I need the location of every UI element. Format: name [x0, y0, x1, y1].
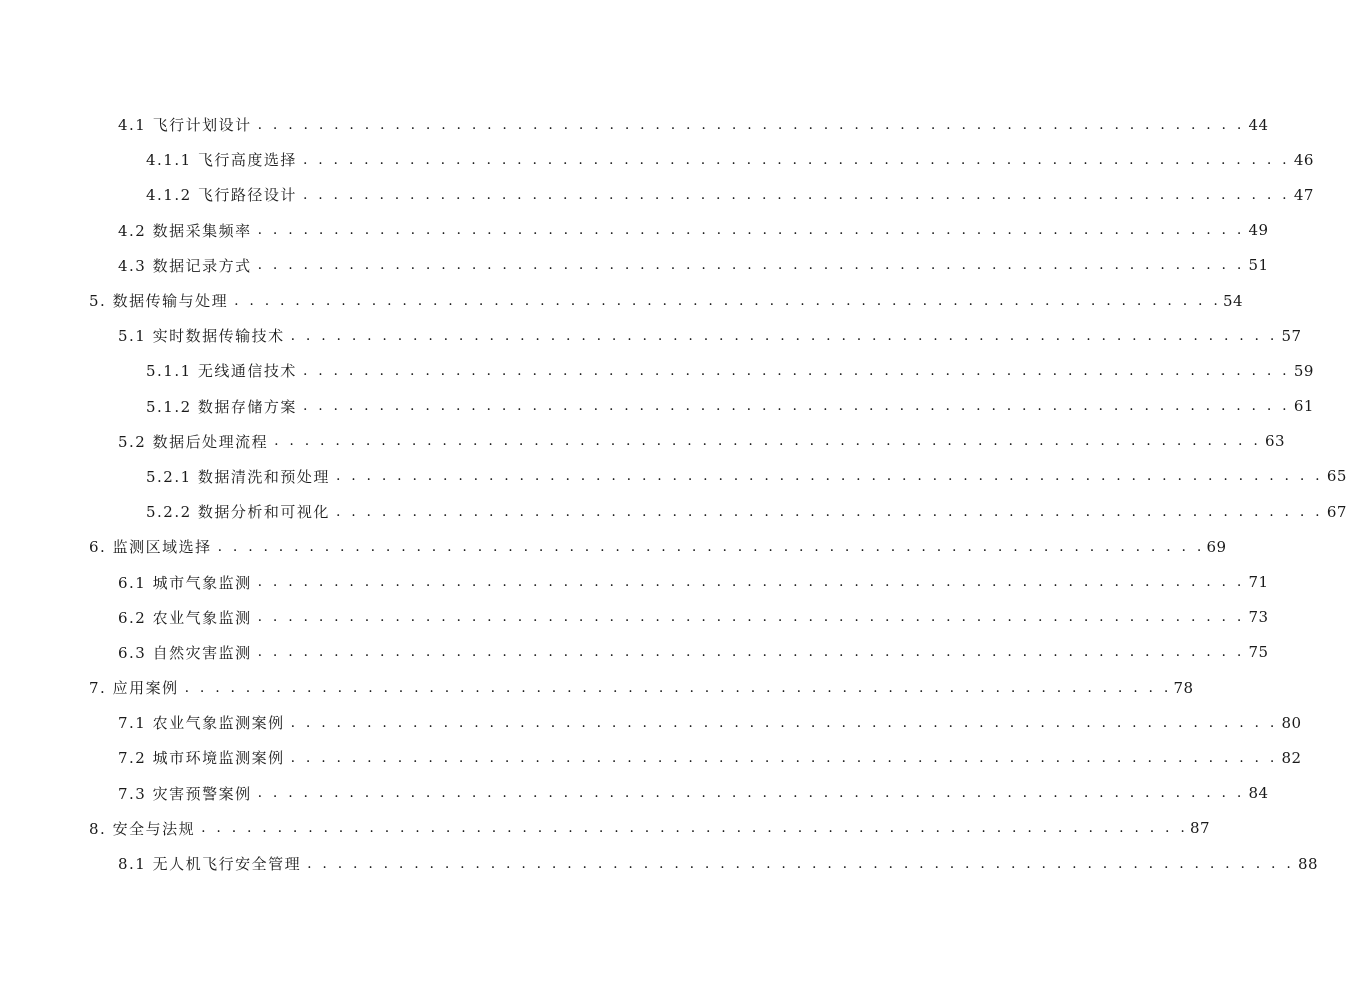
dot-leader: . . . . . . . . . . . . . . . . . . . . . . . . . . . . . . . . . . . . . . . . . . . . . . . . . . . . . . . . . . . . . . . . . — [257, 785, 1245, 802]
toc-entry-page-number: 59 — [1293, 361, 1314, 380]
toc-entry-page-number: 63 — [1265, 432, 1286, 451]
dot-leader: . . . . . . . . . . . . . . . . . . . . . . . . . . . . . . . . . . . . . . . . . . . . . . . . . . . . . . . . . . . . . . . . . — [290, 714, 1278, 731]
dot-leader: . . . . . . . . . . . . . . . . . . . . . . . . . . . . . . . . . . . . . . . . . . . . . . . . . . . . . . . . . . . . . . . . . — [302, 362, 1290, 379]
toc-entry-page-number: 88 — [1298, 854, 1319, 873]
toc-entry-title: 6.3 自然灾害监测 — [118, 643, 252, 662]
toc-entry-page-number: 46 — [1293, 150, 1314, 169]
toc-entry-page-number: 49 — [1248, 221, 1269, 240]
toc-entry-page-number: 80 — [1281, 713, 1302, 732]
dot-leader: . . . . . . . . . . . . . . . . . . . . . . . . . . . . . . . . . . . . . . . . . . . . . . . . . . . . . . . . . . . . . . . . . — [302, 151, 1290, 168]
table-of-contents — [0, 107, 1347, 881]
toc-entry[interactable] — [0, 283, 1244, 318]
dot-leader: . . . . . . . . . . . . . . . . . . . . . . . . . . . . . . . . . . . . . . . . . . . . . . . . . . . . . . . . . . . . . . . . . — [302, 398, 1290, 415]
toc-entry[interactable] — [0, 248, 1269, 283]
toc-entry[interactable] — [0, 635, 1269, 670]
toc-entry[interactable] — [0, 529, 1227, 564]
dot-leader: . . . . . . . . . . . . . . . . . . . . . . . . . . . . . . . . . . . . . . . . . . . . . . . . . . . . . . . . . . . . . . . . . — [290, 749, 1278, 766]
toc-entry-title: 7. 应用案例 — [89, 679, 179, 698]
toc-entry-page-number: 75 — [1248, 643, 1269, 662]
dot-leader: . . . . . . . . . . . . . . . . . . . . . . . . . . . . . . . . . . . . . . . . . . . . . . . . . . . . . . . . . . . . . . . . . — [257, 609, 1245, 626]
toc-entry[interactable] — [0, 142, 1314, 177]
dot-leader: . . . . . . . . . . . . . . . . . . . . . . . . . . . . . . . . . . . . . . . . . . . . . . . . . . . . . . . . . . . . . . . . . — [302, 186, 1290, 203]
dot-leader: . . . . . . . . . . . . . . . . . . . . . . . . . . . . . . . . . . . . . . . . . . . . . . . . . . . . . . . . . . . . . . . . . — [335, 503, 1323, 520]
toc-entry[interactable] — [0, 494, 1347, 529]
dot-leader: . . . . . . . . . . . . . . . . . . . . . . . . . . . . . . . . . . . . . . . . . . . . . . . . . . . . . . . . . . . . . . . . . — [234, 292, 1221, 309]
toc-entry-title: 4.2 数据采集频率 — [118, 221, 252, 240]
toc-entry-title: 8. 安全与法规 — [89, 819, 196, 838]
toc-entry-page-number: 57 — [1281, 326, 1302, 345]
toc-entry-title: 5.1.2 数据存储方案 — [146, 397, 297, 416]
dot-leader: . . . . . . . . . . . . . . . . . . . . . . . . . . . . . . . . . . . . . . . . . . . . . . . . . . . . . . . . . . . . . . . . . — [307, 855, 1294, 872]
toc-entry-page-number: 87 — [1189, 819, 1211, 838]
toc-entry-title: 4.1.2 飞行路径设计 — [146, 186, 297, 205]
toc-entry-title: 5. 数据传输与处理 — [89, 292, 229, 311]
toc-entry-page-number: 54 — [1222, 291, 1244, 310]
toc-entry[interactable] — [0, 177, 1314, 212]
dot-leader: . . . . . . . . . . . . . . . . . . . . . . . . . . . . . . . . . . . . . . . . . . . . . . . . . . . . . . . . . . . . . . . . . — [201, 820, 1188, 837]
toc-entry-title: 7.1 农业气象监测案例 — [118, 714, 285, 733]
toc-entry[interactable] — [0, 740, 1302, 775]
toc-entry-title: 5.1.1 无线通信技术 — [146, 362, 297, 381]
toc-entry[interactable] — [0, 213, 1269, 248]
dot-leader: . . . . . . . . . . . . . . . . . . . . . . . . . . . . . . . . . . . . . . . . . . . . . . . . . . . . . . . . . . . . . . . . . — [257, 644, 1245, 661]
toc-entry-title: 5.2 数据后处理流程 — [118, 432, 269, 451]
toc-entry-page-number: 61 — [1293, 397, 1314, 416]
toc-entry[interactable] — [0, 459, 1347, 494]
toc-entry[interactable] — [0, 705, 1302, 740]
toc-entry-title: 4.3 数据记录方式 — [118, 256, 252, 275]
dot-leader: . . . . . . . . . . . . . . . . . . . . . . . . . . . . . . . . . . . . . . . . . . . . . . . . . . . . . . . . . . . . . . . . . — [257, 116, 1245, 133]
toc-entry[interactable] — [0, 353, 1314, 388]
toc-entry-title: 6. 监测区域选择 — [89, 538, 212, 557]
toc-entry-page-number: 84 — [1248, 784, 1269, 803]
toc-entry-title: 6.1 城市气象监测 — [118, 573, 252, 592]
toc-entry-title: 5.1 实时数据传输技术 — [118, 327, 285, 346]
toc-entry-title: 8.1 无人机飞行安全管理 — [118, 855, 302, 874]
dot-leader: . . . . . . . . . . . . . . . . . . . . . . . . . . . . . . . . . . . . . . . . . . . . . . . . . . . . . . . . . . . . . . . . . — [274, 433, 1261, 450]
toc-entry-page-number: 44 — [1248, 115, 1269, 134]
toc-entry[interactable] — [0, 811, 1211, 846]
toc-entry[interactable] — [0, 318, 1302, 353]
dot-leader: . . . . . . . . . . . . . . . . . . . . . . . . . . . . . . . . . . . . . . . . . . . . . . . . . . . . . . . . . . . . . . . . . — [335, 468, 1323, 485]
toc-entry-page-number: 69 — [1206, 537, 1227, 556]
toc-entry[interactable] — [0, 776, 1269, 811]
toc-entry-title: 5.2.1 数据清洗和预处理 — [146, 467, 330, 486]
toc-entry-title: 6.2 农业气象监测 — [118, 608, 252, 627]
toc-entry[interactable] — [0, 846, 1319, 881]
toc-entry-page-number: 73 — [1248, 608, 1269, 627]
dot-leader: . . . . . . . . . . . . . . . . . . . . . . . . . . . . . . . . . . . . . . . . . . . . . . . . . . . . . . . . . . . . . . . . . — [257, 222, 1245, 239]
toc-entry-title: 7.3 灾害预警案例 — [118, 784, 252, 803]
toc-entry[interactable] — [0, 564, 1269, 599]
toc-entry-page-number: 67 — [1326, 502, 1347, 521]
toc-entry[interactable] — [0, 424, 1286, 459]
dot-leader: . . . . . . . . . . . . . . . . . . . . . . . . . . . . . . . . . . . . . . . . . . . . . . . . . . . . . . . . . . . . . . . . . — [184, 679, 1172, 696]
toc-entry[interactable] — [0, 107, 1269, 142]
toc-entry-title: 4.1 飞行计划设计 — [118, 116, 252, 135]
toc-entry[interactable] — [0, 600, 1269, 635]
toc-entry-page-number: 51 — [1248, 256, 1269, 275]
toc-entry-title: 5.2.2 数据分析和可视化 — [146, 503, 330, 522]
dot-leader: . . . . . . . . . . . . . . . . . . . . . . . . . . . . . . . . . . . . . . . . . . . . . . . . . . . . . . . . . . . . . . . . . — [257, 574, 1245, 591]
toc-entry-title: 7.2 城市环境监测案例 — [118, 749, 285, 768]
toc-entry-page-number: 65 — [1326, 467, 1347, 486]
toc-entry[interactable] — [0, 389, 1314, 424]
dot-leader: . . . . . . . . . . . . . . . . . . . . . . . . . . . . . . . . . . . . . . . . . . . . . . . . . . . . . . . . . . . . . . . . . — [217, 538, 1205, 555]
dot-leader: . . . . . . . . . . . . . . . . . . . . . . . . . . . . . . . . . . . . . . . . . . . . . . . . . . . . . . . . . . . . . . . . . — [257, 257, 1245, 274]
toc-entry-page-number: 78 — [1173, 678, 1194, 697]
toc-entry-title: 4.1.1 飞行高度选择 — [146, 151, 297, 170]
toc-entry[interactable] — [0, 670, 1194, 705]
toc-entry-page-number: 82 — [1281, 748, 1302, 767]
dot-leader: . . . . . . . . . . . . . . . . . . . . . . . . . . . . . . . . . . . . . . . . . . . . . . . . . . . . . . . . . . . . . . . . . — [290, 327, 1278, 344]
toc-entry-page-number: 71 — [1248, 573, 1269, 592]
toc-entry-page-number: 47 — [1293, 185, 1314, 204]
